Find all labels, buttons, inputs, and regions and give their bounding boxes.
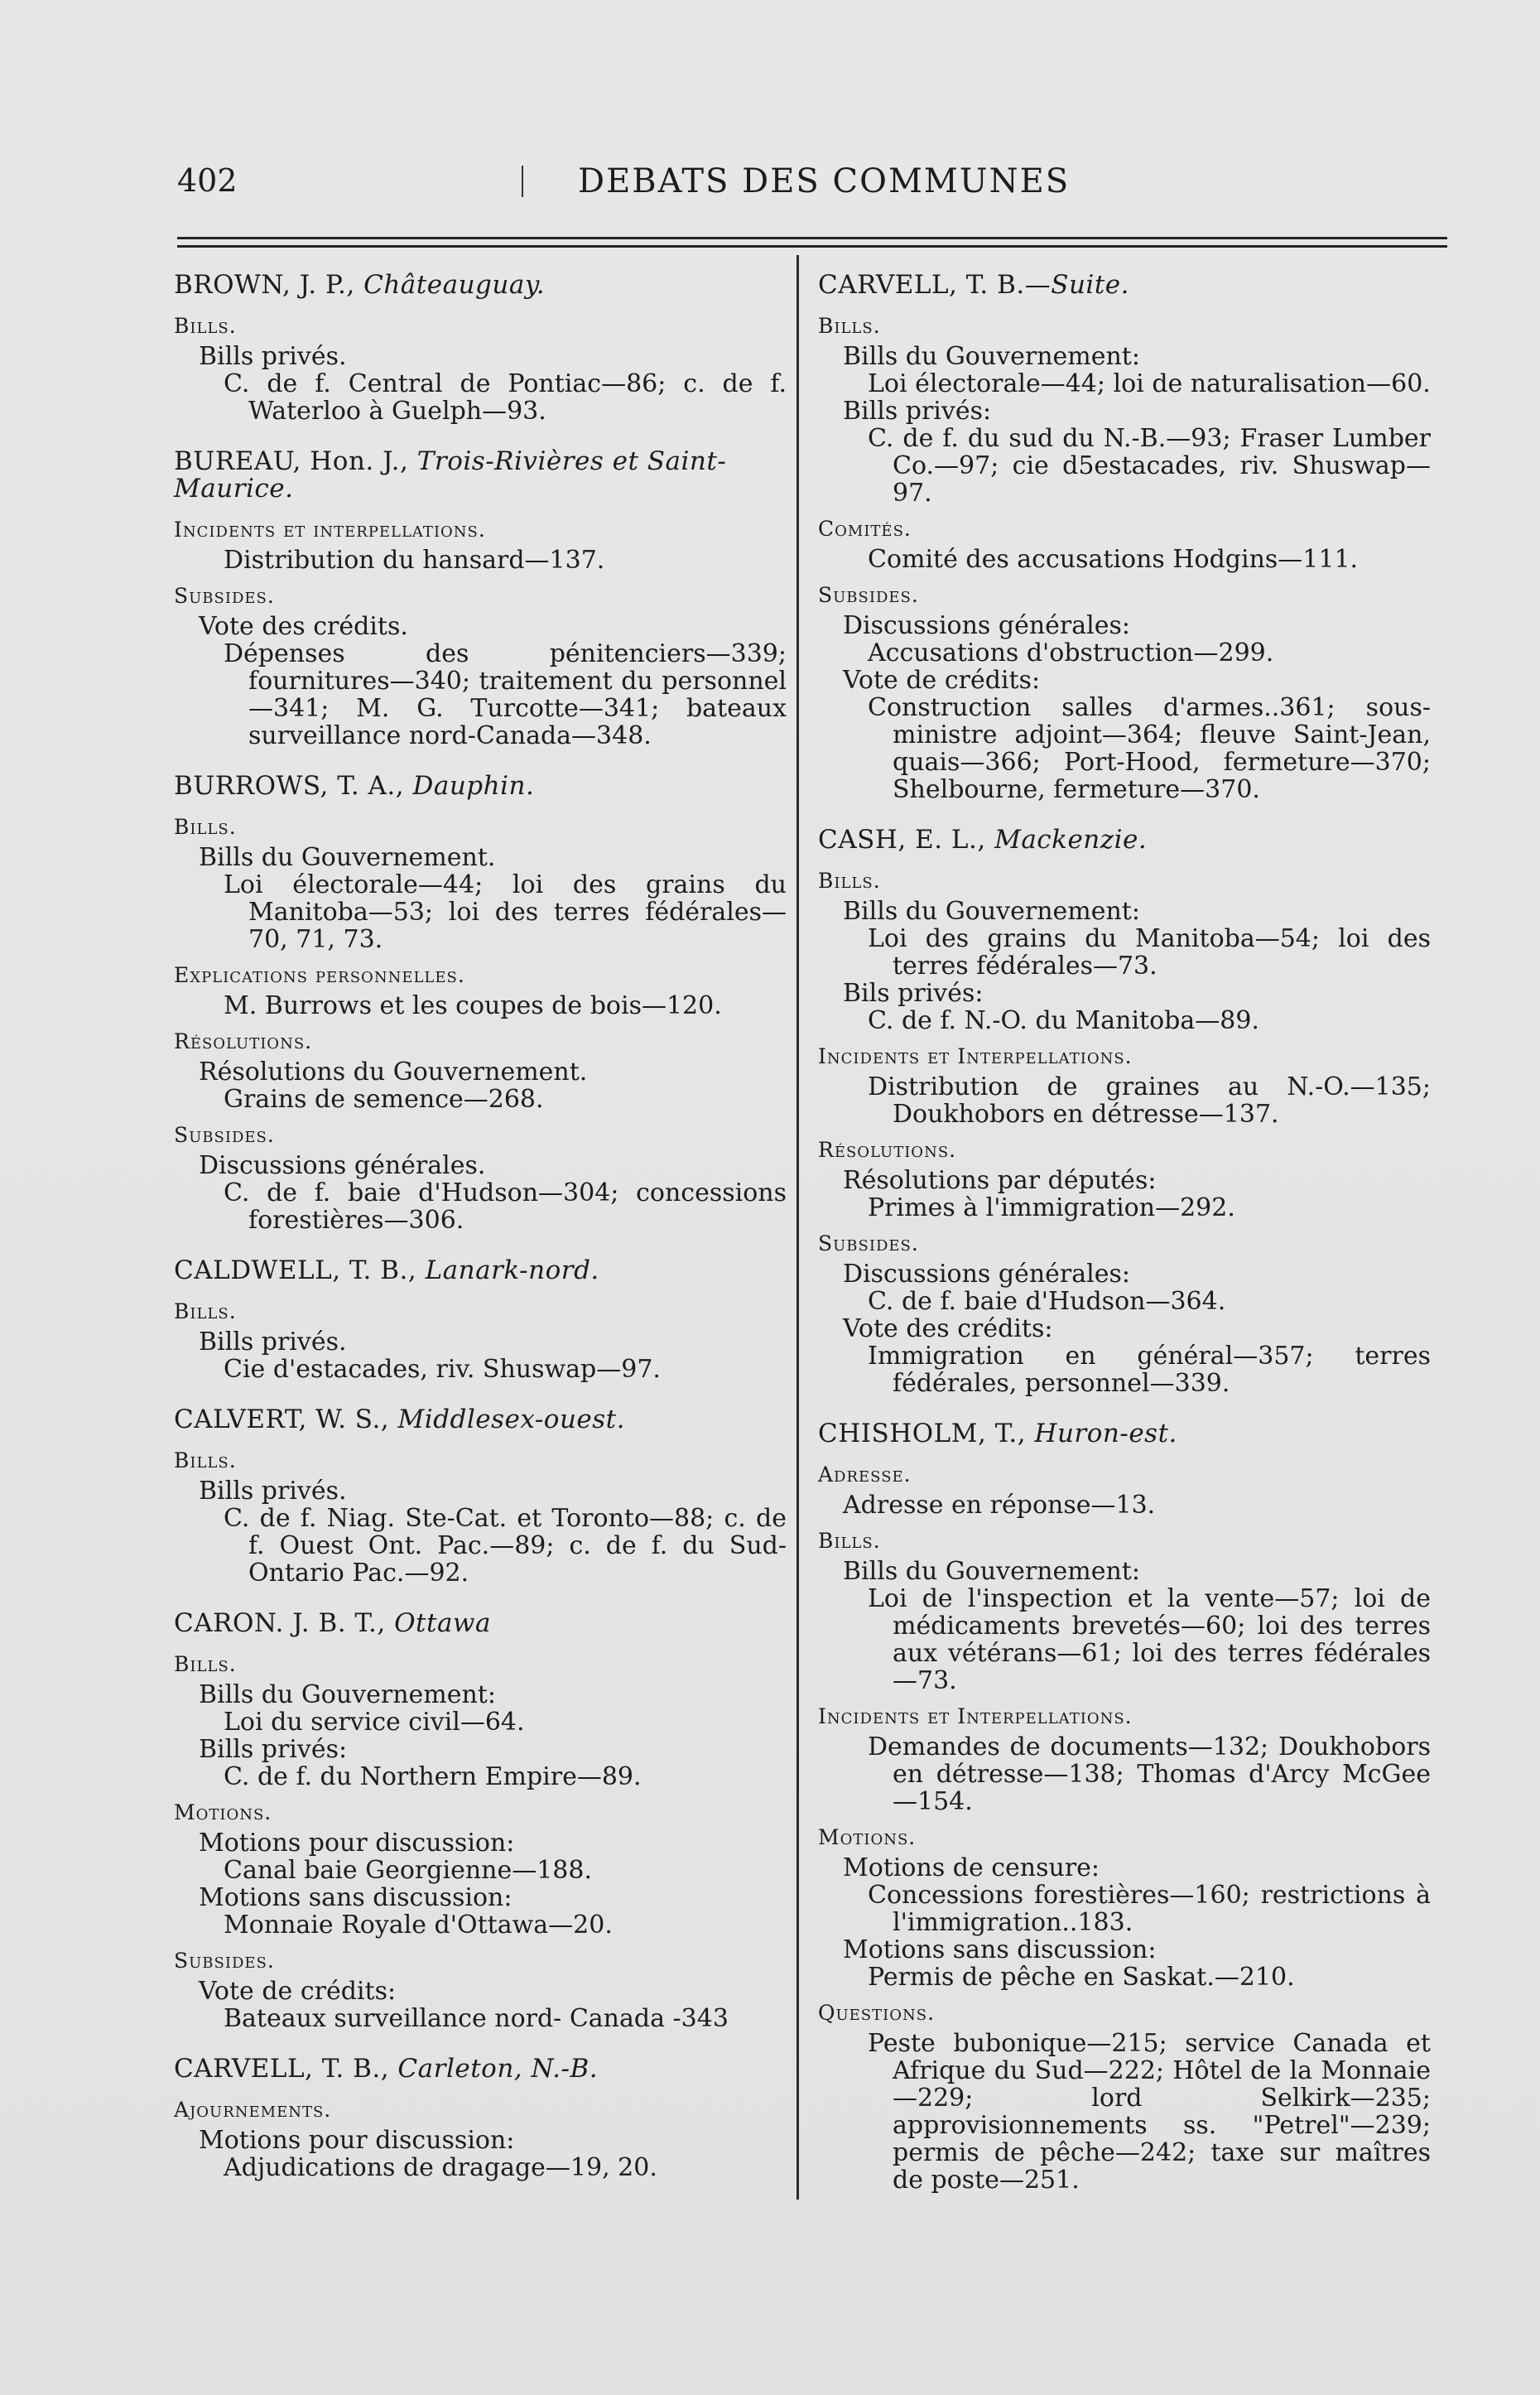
category-heading: Bills. bbox=[174, 815, 237, 839]
index-item: Primes à l'immigration—292. bbox=[868, 1193, 1235, 1222]
index-entry bbox=[174, 773, 787, 1234]
member-name-text: CALDWELL, T. B., bbox=[174, 1255, 426, 1285]
category-heading: Bills. bbox=[818, 1529, 881, 1553]
category-heading: Subsides. bbox=[818, 583, 919, 607]
subheading: Bills du Gouvernement: bbox=[843, 897, 1140, 926]
index-item: Loi du service civil—64. bbox=[224, 1708, 525, 1737]
riding-name: Ottawa bbox=[394, 1608, 491, 1638]
index-item: Loi électorale—44; loi des grains du Manitoba—53; loi des terres fédérales—70, 71, 73. bbox=[224, 870, 787, 954]
subheading: Discussions générales: bbox=[843, 1260, 1130, 1289]
category-heading: Incidents et Interpellations. bbox=[818, 1704, 1133, 1728]
subheading: Bils privés: bbox=[843, 979, 984, 1008]
index-item: Loi électorale—44; loi de naturalisation—60. bbox=[868, 369, 1431, 398]
index-item: C. de f. du Northern Empire—89. bbox=[224, 1762, 642, 1791]
category-heading: Bills. bbox=[174, 1448, 237, 1472]
member-name-text: CARVELL, T. B., bbox=[174, 2054, 398, 2084]
index-item: C. de f. baie d'Hudson—364. bbox=[868, 1287, 1226, 1316]
riding-name: Dauphin. bbox=[412, 771, 535, 801]
subheading: Motions pour discussion: bbox=[199, 1829, 515, 1858]
index-item: Adjudications de dragage—19, 20. bbox=[224, 2153, 657, 2182]
subheading: Vote des crédits: bbox=[843, 1314, 1053, 1343]
index-item: Grains de semence—268. bbox=[224, 1085, 544, 1114]
subheading: Résolutions par députés: bbox=[843, 1166, 1157, 1195]
riding-name: Mackenzie. bbox=[994, 825, 1148, 855]
member-name-text: CALVERT, W. S., bbox=[174, 1405, 398, 1434]
subheading: Vote des crédits. bbox=[199, 612, 408, 641]
header-separator bbox=[522, 166, 523, 197]
member-name-text: CARON. J. B. T., bbox=[174, 1608, 395, 1638]
column-divider bbox=[796, 255, 799, 2200]
index-item: C. de f. Central de Pontiac—86; c. de f. Waterloo à Guelph—93. bbox=[224, 369, 787, 426]
member-name bbox=[174, 1406, 787, 1434]
index-entry bbox=[174, 448, 787, 749]
index-entry bbox=[818, 1420, 1431, 2194]
subheading: Bills du Gouvernement: bbox=[199, 1680, 496, 1709]
index-item: M. Burrows et les coupes de bois—120. bbox=[224, 991, 722, 1020]
category-heading: Bills. bbox=[174, 314, 237, 338]
subheading: Motions pour discussion: bbox=[199, 2126, 515, 2155]
member-name bbox=[174, 1257, 787, 1284]
index-item: Bateaux surveillance nord- Canada -343 bbox=[224, 2004, 729, 2033]
index-item: Accusations d'obstruction—299. bbox=[868, 639, 1274, 667]
category-heading: Subsides. bbox=[818, 1231, 919, 1255]
category-heading: Ajournements. bbox=[174, 2098, 332, 2122]
category-heading: Incidents et Interpellations. bbox=[818, 1044, 1133, 1068]
subheading: Bills privés. bbox=[199, 1328, 347, 1357]
index-item: Dépenses des pénitenciers—339; fournitures—340; traitement du personnel—341; M. G. Turcotte—341; bateaux surveillance nord-Canada—348. bbox=[224, 639, 787, 750]
header-rule-bottom bbox=[177, 245, 1447, 248]
index-item: C. de f. du sud du N.-B.—93; Fraser Lumber Co.—97; cie d5estacades, riv. Shuswap—97. bbox=[868, 424, 1431, 508]
page-title: DEBATS DES COMMUNES bbox=[578, 162, 1071, 200]
riding-name: Middlesex-ouest. bbox=[397, 1405, 625, 1434]
member-name-text: BROWN, J. P., bbox=[174, 270, 364, 300]
subheading: Vote de crédits: bbox=[199, 1977, 397, 2006]
index-entry bbox=[174, 2055, 787, 2181]
index-item: Distribution du hansard—137. bbox=[224, 546, 605, 575]
index-item: Distribution de graines au N.-O.—135; Doukhobors en détresse—137. bbox=[868, 1072, 1431, 1129]
page-number: 402 bbox=[177, 162, 238, 199]
subheading: Bills du Gouvernement. bbox=[199, 843, 496, 872]
riding-name: Châteauguay. bbox=[363, 270, 546, 300]
index-item: Comité des accusations Hodgins—111. bbox=[868, 545, 1359, 574]
member-name bbox=[174, 1610, 787, 1637]
header-rule-top bbox=[177, 237, 1447, 239]
right-column bbox=[818, 272, 1431, 2217]
index-item: C. de f. baie d'Hudson—304; concessions forestières—306. bbox=[224, 1178, 787, 1235]
index-entry bbox=[818, 826, 1431, 1397]
index-item: C. de f. Niag. Ste-Cat. et Toronto—88; c. de f. Ouest Ont. Pac.—89; c. de f. du Sud-Ontario Pac.—92. bbox=[224, 1504, 787, 1588]
riding-name: Lanark-nord. bbox=[425, 1255, 599, 1285]
category-heading: Subsides. bbox=[174, 1123, 275, 1147]
category-heading: Incidents et interpellations. bbox=[174, 518, 486, 542]
index-item: Canal baie Georgienne—188. bbox=[224, 1856, 593, 1885]
member-name bbox=[174, 448, 787, 503]
subheading: Bills privés. bbox=[199, 342, 347, 371]
subheading: Motions de censure: bbox=[843, 1853, 1100, 1882]
subheading: Vote de crédits: bbox=[843, 666, 1041, 695]
riding-name: Huron-est. bbox=[1034, 1419, 1177, 1448]
member-name bbox=[174, 773, 787, 800]
riding-name: Carleton, N.-B. bbox=[397, 2054, 599, 2084]
category-heading: Comités. bbox=[818, 517, 912, 541]
riding-name: Trois-Rivières et Saint-Maurice. bbox=[174, 446, 727, 504]
subheading: Bills du Gouvernement: bbox=[843, 342, 1140, 371]
member-name-text: CHISHOLM, T., bbox=[818, 1419, 1035, 1448]
index-entry bbox=[174, 272, 787, 425]
category-heading: Subsides. bbox=[174, 1949, 275, 1973]
subheading: Motions sans discussion: bbox=[843, 1935, 1157, 1964]
subheading: Bills privés. bbox=[199, 1477, 347, 1506]
subheading: Bills du Gouvernement: bbox=[843, 1557, 1140, 1586]
category-heading: Questions. bbox=[818, 2001, 936, 2025]
category-heading: Motions. bbox=[174, 1800, 272, 1824]
category-heading: Bills. bbox=[174, 1299, 237, 1323]
index-item: C. de f. N.-O. du Manitoba—89. bbox=[868, 1006, 1259, 1035]
member-name bbox=[818, 1420, 1431, 1448]
member-name-text: BUREAU, Hon. J., bbox=[174, 446, 417, 476]
index-item: Cie d'estacades, riv. Shuswap—97. bbox=[224, 1355, 661, 1384]
member-name-text: CARVELL, T. B.— bbox=[818, 270, 1052, 300]
index-item: Peste bubonique—215; service Canada et Afrique du Sud—222; Hôtel de la Monnaie—229; lord Selkirk—235; approvisionnements ss. "Petrel"—239; permis de pêche—242; taxe sur maîtres de poste—251. bbox=[868, 2029, 1431, 2195]
index-item: Immigration en général—357; terres fédérales, personnel—339. bbox=[868, 1342, 1431, 1398]
index-item: Concessions forestières—160; restrictions à l'immigration..183. bbox=[868, 1881, 1431, 1937]
member-name bbox=[818, 272, 1431, 299]
category-heading: Bills. bbox=[818, 314, 881, 338]
category-heading: Explications personnelles. bbox=[174, 963, 465, 987]
member-name bbox=[174, 2055, 787, 2083]
index-item: Permis de pêche en Saskat.—210. bbox=[868, 1963, 1295, 1992]
subheading: Discussions générales: bbox=[843, 611, 1130, 640]
category-heading: Motions. bbox=[818, 1825, 917, 1849]
subheading: Bills privés: bbox=[843, 397, 992, 426]
index-entry bbox=[174, 1610, 787, 2032]
category-heading: Subsides. bbox=[174, 584, 275, 608]
category-heading: Résolutions. bbox=[174, 1029, 313, 1053]
index-entry bbox=[174, 1406, 787, 1587]
index-entry bbox=[174, 1257, 787, 1383]
category-heading: Résolutions. bbox=[818, 1138, 957, 1162]
member-name-text: BURROWS, T. A., bbox=[174, 771, 413, 801]
index-item: Loi de l'inspection et la vente—57; loi de médicaments brevetés—60; loi des terres aux vétérans—61; loi des terres fédérales—73. bbox=[868, 1584, 1431, 1695]
subheading: Adresse en réponse—13. bbox=[843, 1491, 1156, 1520]
left-column bbox=[174, 272, 787, 2205]
member-name bbox=[174, 272, 787, 299]
riding-name: Suite. bbox=[1051, 270, 1129, 300]
index-item: Monnaie Royale d'Ottawa—20. bbox=[224, 1911, 613, 1940]
subheading: Discussions générales. bbox=[199, 1151, 486, 1180]
index-item: Demandes de documents—132; Doukhobors en détresse—138; Thomas d'Arcy McGee—154. bbox=[868, 1732, 1431, 1816]
index-item: Construction salles d'armes..361; sous-ministre adjoint—364; fleuve Saint-Jean, quais—366; Port-Hood, fermeture—370; Shelbourne, fermeture—370. bbox=[868, 693, 1431, 804]
category-heading: Adresse. bbox=[818, 1463, 912, 1487]
subheading: Bills privés: bbox=[199, 1735, 348, 1764]
member-name-text: CASH, E. L., bbox=[818, 825, 995, 855]
subheading: Motions sans discussion: bbox=[199, 1883, 513, 1912]
member-name bbox=[818, 826, 1431, 854]
subheading: Résolutions du Gouvernement. bbox=[199, 1058, 588, 1087]
category-heading: Bills. bbox=[174, 1652, 237, 1676]
index-item: Loi des grains du Manitoba—54; loi des terres fédérales—73. bbox=[868, 924, 1431, 981]
category-heading: Bills. bbox=[818, 869, 881, 893]
index-entry bbox=[818, 272, 1431, 803]
